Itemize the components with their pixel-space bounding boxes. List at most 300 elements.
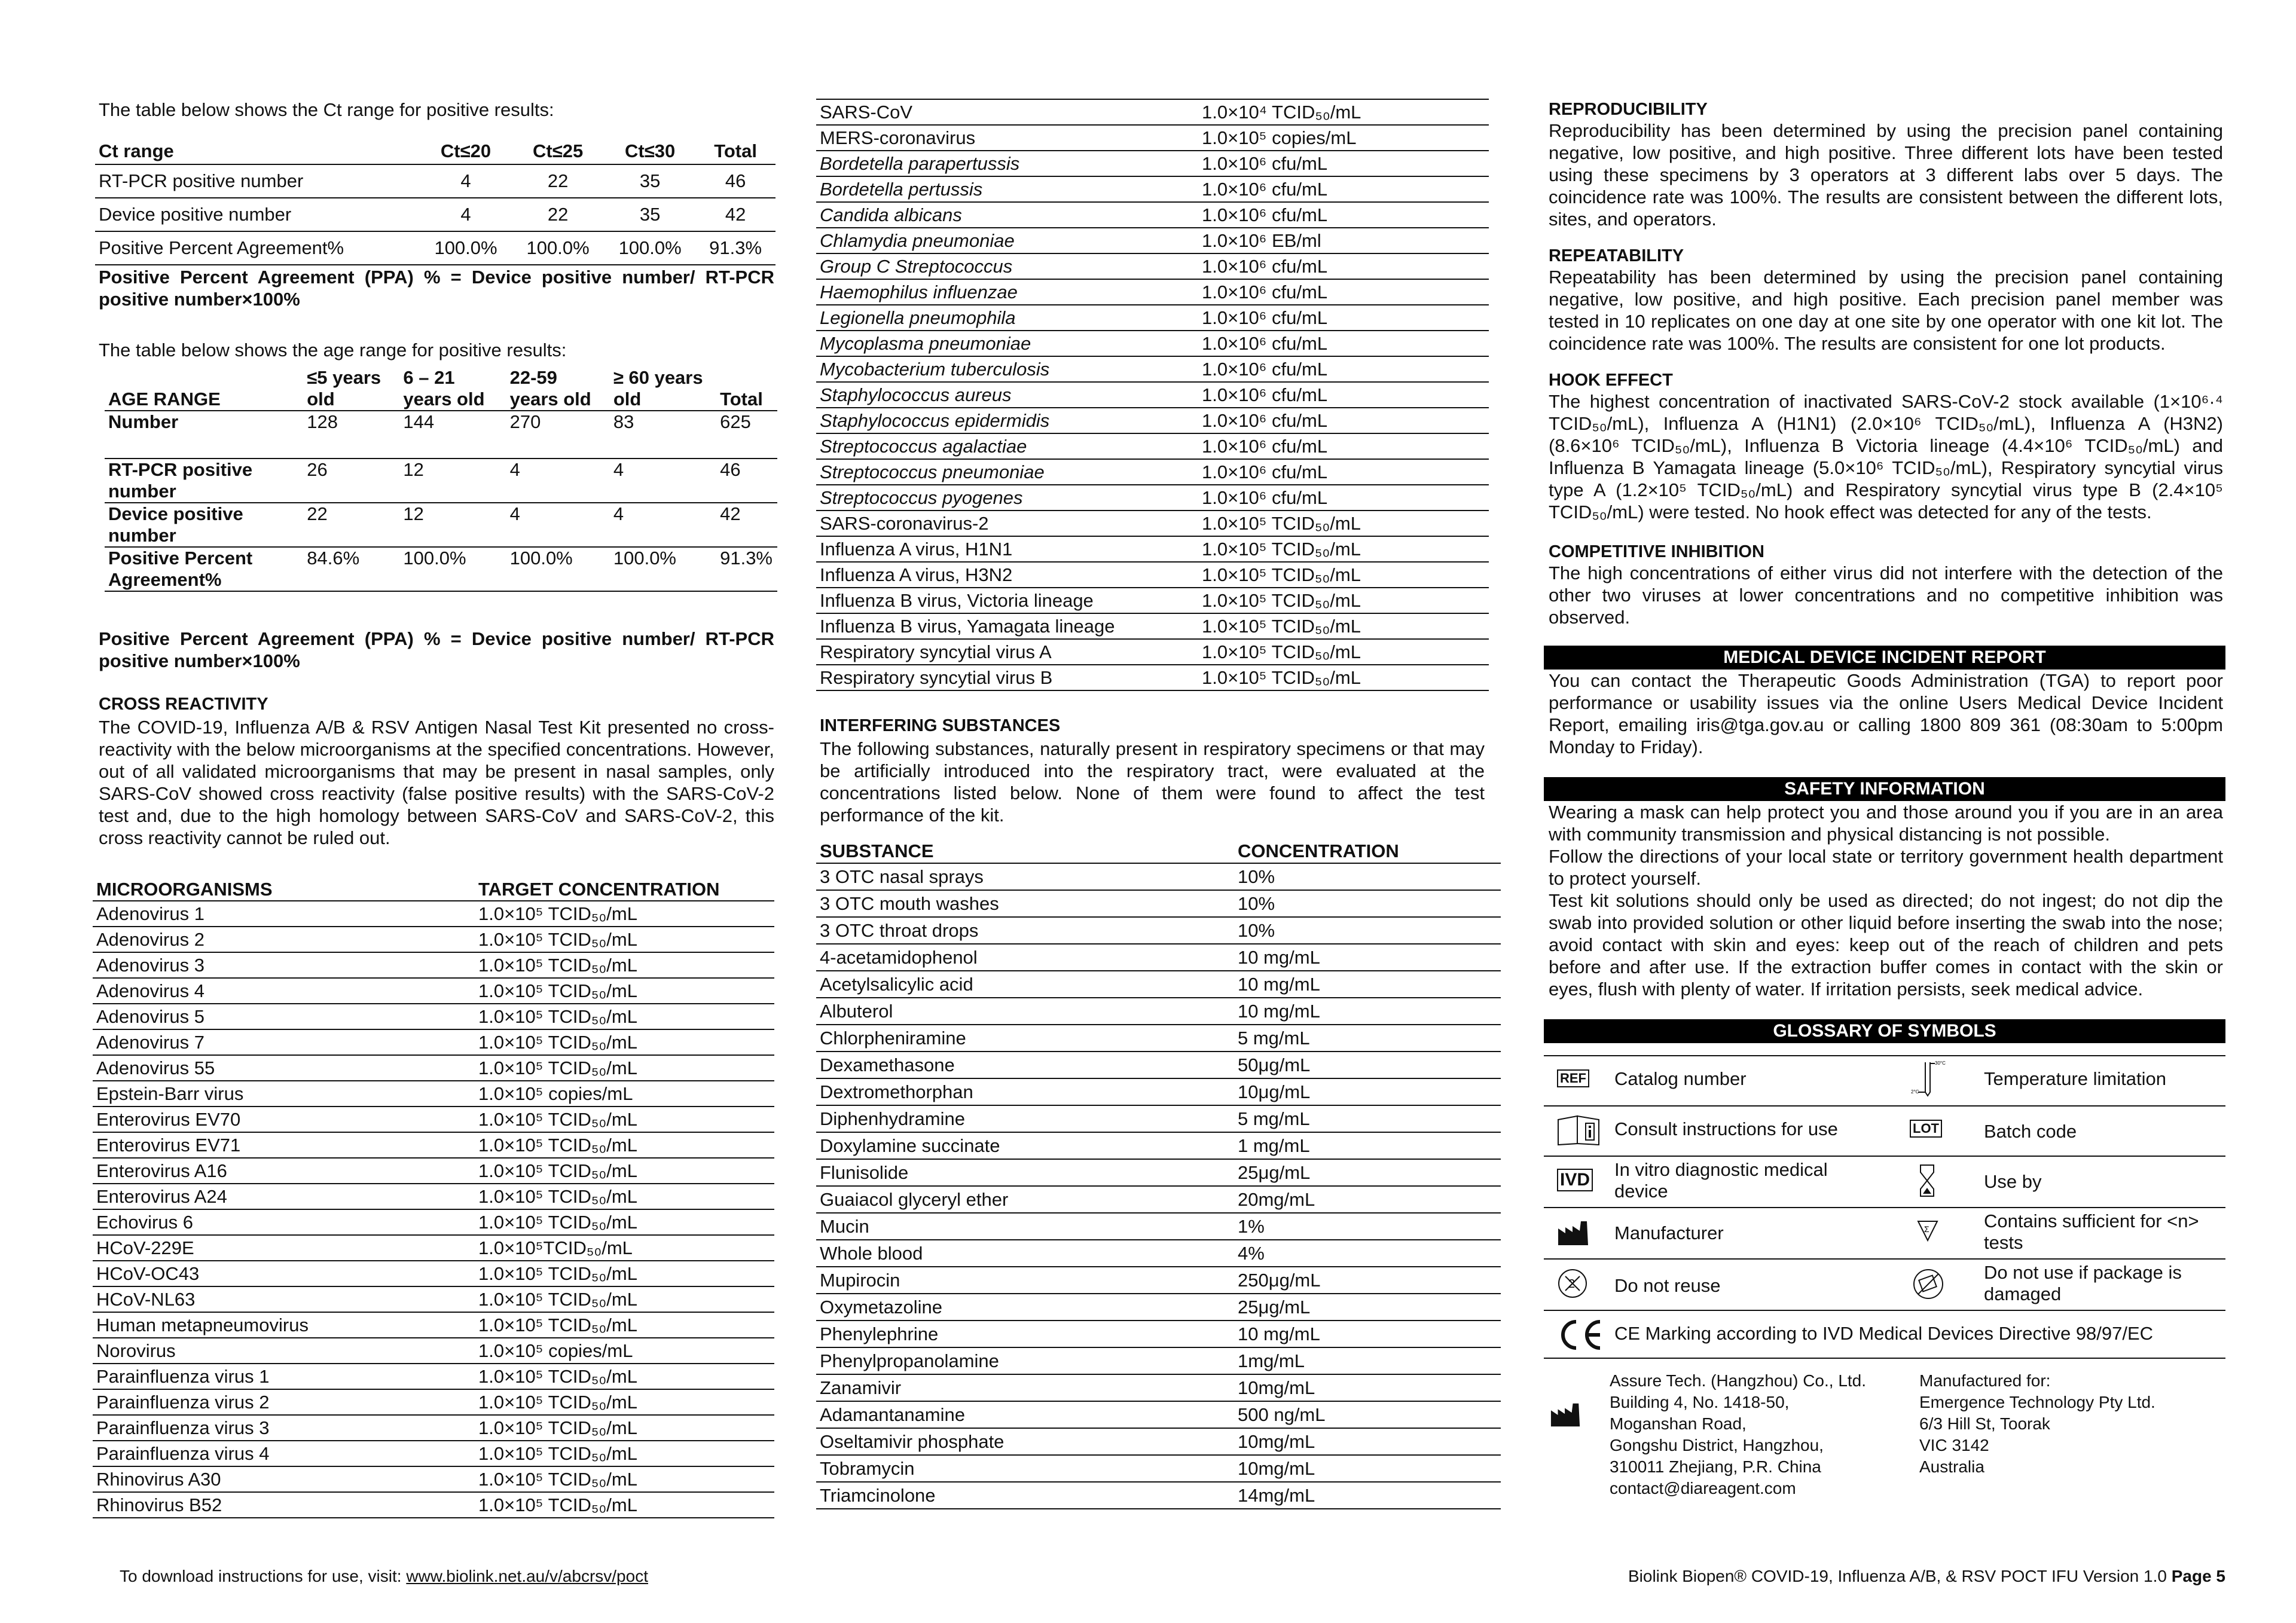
table-cell: 1.0×10⁵ TCID₅₀/mL: [478, 1315, 637, 1335]
table-cell: Enterovirus EV71: [96, 1135, 241, 1156]
table-cell: 1.0×10⁶ cfu/mL: [1202, 282, 1328, 302]
address-line: Emergence Technology Pty Ltd.: [1919, 1393, 2155, 1411]
thermo-low-label: 2°C: [1911, 1089, 1919, 1095]
safety-paragraph: Follow the directions of your local state or territory government health department to protect yourself.: [1549, 846, 2223, 889]
table-cell: 144: [403, 411, 435, 432]
table-cell: Mycobacterium tuberculosis: [820, 359, 1050, 380]
microorganisms-table-continued: [816, 99, 1489, 691]
table-cell: 100.0%: [403, 548, 466, 568]
table-cell: 1.0×10⁶ cfu/mL: [1202, 307, 1328, 328]
table-cell: 14mg/mL: [1238, 1485, 1315, 1506]
table-row: [95, 231, 775, 265]
table-row: [816, 279, 1489, 305]
repeatability-text: Repeatability has been determined by using the precision panel containing negative, low positive, and high positive. Each precision panel member was tested in 10 replicates on one day at one site by one operator with one kit lot. The coincidence rate was 100%. The results are consistent for one lot products.: [1549, 267, 2223, 354]
table-cell: 1.0×10⁵ TCID₅₀/mL: [478, 929, 637, 950]
table-cell: 10μg/mL: [1238, 1081, 1311, 1102]
table-row: [93, 1286, 774, 1312]
table-cell: Adenovirus 1: [96, 903, 204, 924]
manufacturer-address: [1610, 1370, 1915, 1499]
table-cell: 1.0×10⁵ copies/mL: [478, 1340, 633, 1361]
table-row: [816, 613, 1489, 639]
table-cell: Influenza A virus, H1N1: [820, 539, 1013, 560]
table-row: [93, 1184, 774, 1209]
repeatability-heading: REPEATABILITY: [1549, 246, 1684, 265]
table-cell: 100.0%: [434, 237, 497, 258]
table-row: [816, 1105, 1501, 1132]
table-row: [816, 536, 1489, 562]
glossary-row: [1544, 1107, 2225, 1157]
table-row: [95, 198, 775, 231]
table-cell: Enterovirus EV70: [96, 1109, 241, 1130]
table-cell: 10mg/mL: [1238, 1431, 1315, 1452]
table-header: Ct≤30: [625, 140, 676, 161]
table-row: [93, 978, 774, 1004]
ifu-download-link[interactable]: www.biolink.net.au/v/abcrsv/poct: [406, 1567, 648, 1585]
table-cell: 100.0%: [618, 237, 682, 258]
glossary-table: [1544, 1055, 2225, 1359]
table-cell: Group C Streptococcus: [820, 256, 1013, 277]
table-row: [93, 1235, 774, 1261]
table-cell: 10 mg/mL: [1238, 1324, 1320, 1344]
table-cell: 1.0×10⁵ copies/mL: [478, 1083, 633, 1104]
table-cell: 46: [720, 459, 741, 480]
table-row: [816, 1482, 1501, 1509]
table-cell: 500 ng/mL: [1238, 1404, 1326, 1425]
glossary-label: Batch code: [1984, 1121, 2077, 1142]
table-cell: Respiratory syncytial virus B: [820, 667, 1053, 688]
table-cell: 1.0×10⁵ copies/mL: [1202, 127, 1357, 148]
glossary-label: Manufacturer: [1614, 1222, 1724, 1243]
table-cell: Enterovirus A16: [96, 1160, 227, 1181]
glossary-heading: GLOSSARY OF SYMBOLS: [1544, 1019, 2225, 1043]
table-cell: 1.0×10⁵ TCID₅₀/mL: [478, 1186, 637, 1207]
table-row: [105, 411, 777, 459]
table-cell: 1.0×10⁶ cfu/mL: [1202, 461, 1328, 482]
table-cell: Staphylococcus aureus: [820, 384, 1012, 405]
table-cell: 3 OTC nasal sprays: [820, 866, 984, 887]
table-row: [816, 151, 1489, 176]
table-cell: 42: [720, 503, 741, 524]
table-row: [816, 998, 1501, 1025]
table-row: [93, 1441, 774, 1466]
table-row: [816, 356, 1489, 382]
table-row: [93, 1029, 774, 1055]
table-cell: Influenza B virus, Victoria lineage: [820, 590, 1094, 611]
table-cell: 1.0×10⁶ cfu/mL: [1202, 487, 1328, 508]
table-cell: 1.0×10⁵ TCID₅₀/mL: [478, 1006, 637, 1027]
table-cell: RT-PCR positive number: [99, 170, 304, 191]
table-cell: 1%: [1238, 1216, 1265, 1237]
table-cell: Legionella pneumophila: [820, 307, 1016, 328]
table-row: [816, 1374, 1501, 1401]
table-cell: Guaiacol glyceryl ether: [820, 1189, 1009, 1210]
table-row: [93, 1492, 774, 1518]
table-cell: Adamantanamine: [820, 1404, 965, 1425]
table-header: MICROORGANISMS: [96, 879, 273, 900]
microorganisms-table: [93, 879, 774, 1518]
glossary-label: Consult instructions for use: [1614, 1118, 1838, 1139]
ct-formula: Positive Percent Agreement (PPA) % = Device positive number/ RT-PCR positive number×100%: [99, 267, 774, 310]
table-cell: 1.0×10⁶ cfu/mL: [1202, 333, 1328, 354]
table-cell: Adenovirus 5: [96, 1006, 204, 1027]
manufactured-for-address: [1919, 1370, 2218, 1478]
table-cell: 5 mg/mL: [1238, 1108, 1310, 1129]
table-row: [93, 927, 774, 952]
hook-effect-heading: HOOK EFFECT: [1549, 371, 1673, 390]
table-cell: 1.0×10⁵ TCID₅₀/mL: [478, 1109, 637, 1130]
table-cell: Bordetella pertussis: [820, 179, 983, 200]
table-cell: Staphylococcus epidermidis: [820, 410, 1050, 431]
footer-document-title: Biolink Biopen® COVID-19, Influenza A/B, & RSV POCT IFU Version 1.0: [1628, 1567, 2167, 1585]
table-cell: Influenza B virus, Yamagata lineage: [820, 616, 1115, 637]
table-cell: 1 mg/mL: [1238, 1135, 1310, 1156]
table-cell: 100.0%: [526, 237, 590, 258]
table-row: [105, 503, 777, 547]
table-cell: Mupirocin: [820, 1270, 900, 1291]
table-cell: Influenza A virus, H3N2: [820, 564, 1013, 585]
table-cell: 22: [307, 503, 328, 524]
svg-text:2: 2: [1568, 1277, 1576, 1291]
table-cell: Human metapneumovirus: [96, 1315, 309, 1335]
table-header: ≤5 years old: [307, 367, 381, 409]
table-cell: 1.0×10⁵ TCID₅₀/mL: [478, 1469, 637, 1490]
table-cell: 1.0×10⁶ cfu/mL: [1202, 384, 1328, 405]
table-cell: 1mg/mL: [1238, 1350, 1305, 1371]
table-cell: Mucin: [820, 1216, 869, 1237]
table-cell: 1.0×10⁵ TCID₅₀/mL: [478, 955, 637, 976]
table-cell: 4: [613, 459, 624, 480]
age-intro: The table below shows the age range for positive results:: [99, 340, 567, 360]
table-row: [93, 1209, 774, 1235]
table-cell: Adenovirus 3: [96, 955, 204, 976]
reproducibility-heading: REPRODUCIBILITY: [1549, 100, 1708, 119]
table-cell: Tobramycin: [820, 1458, 915, 1479]
table-cell: Streptococcus pyogenes: [820, 487, 1023, 508]
interfering-substances-text: The following substances, naturally present in respiratory specimens or that may be artificially introduced into the respiratory tract, were evaluated at the concentrations listed below. None of them were found to affect the test performance of the kit.: [820, 738, 1485, 826]
table-row: [93, 1261, 774, 1286]
table-row: [816, 665, 1489, 690]
table-row: [816, 1321, 1501, 1347]
table-row: [816, 1186, 1501, 1213]
table-row: [816, 917, 1501, 944]
table-row: [816, 176, 1489, 202]
svg-text:Σ: Σ: [1924, 1224, 1929, 1234]
table-cell: Diphenhydramine: [820, 1108, 965, 1129]
address-line: contact@diareagent.com: [1610, 1479, 1796, 1497]
table-row: [816, 863, 1501, 890]
table-row: [816, 1428, 1501, 1455]
table-cell: 100.0%: [509, 548, 573, 568]
table-row: [816, 331, 1489, 356]
table-header: Ct≤20: [440, 140, 491, 161]
ref-icon: REF: [1557, 1069, 1589, 1087]
table-cell: 25μg/mL: [1238, 1297, 1311, 1318]
table-header: SUBSTANCE: [820, 840, 934, 861]
glossary-row: [1544, 1208, 2225, 1260]
ce-marking-label: CE Marking according to IVD Medical Devices Directive 98/97/EC: [1614, 1323, 2154, 1344]
lot-icon: LOT: [1910, 1120, 1942, 1138]
reproducibility-text: Reproducibility has been determined by using the precision panel containing negative, low positive, and high positive. Three different lots have been tested using these specimens by 3 operators at 3 different labs over 5 days. The coincidence rate was 100%. The results are consistent between the different lots, sites, and operators.: [1549, 120, 2223, 230]
table-header-row: [95, 139, 775, 164]
table-cell: Flunisolide: [820, 1162, 909, 1183]
page-number: Page 5: [2171, 1567, 2225, 1585]
ct-intro: The table below shows the Ct range for positive results:: [99, 99, 554, 120]
table-row: [816, 485, 1489, 511]
ct-range-table: [95, 139, 775, 265]
table-row: [816, 459, 1489, 485]
table-row: [93, 1338, 774, 1364]
safety-paragraph: Wearing a mask can help protect you and those around you if you are in an area with community transmission and physical distancing is not possible.: [1549, 802, 2223, 845]
age-formula: Positive Percent Agreement (PPA) % = Device positive number/ RT-PCR positive number×100%: [99, 628, 774, 671]
glossary-label: Do not use if package is damaged: [1984, 1262, 2182, 1304]
table-header: Ct≤25: [532, 140, 584, 161]
table-row: [105, 547, 777, 591]
address-line: 6/3 Hill St, Toorak: [1919, 1414, 2050, 1433]
table-cell: Doxylamine succinate: [820, 1135, 1000, 1156]
table-row: [93, 1107, 774, 1132]
table-cell: 4: [460, 170, 471, 191]
table-row: [816, 588, 1489, 613]
table-row: [816, 944, 1501, 971]
address-line: Australia: [1919, 1457, 1984, 1476]
table-cell: Chlamydia pneumoniae: [820, 230, 1015, 251]
safety-information-body: [1549, 801, 2223, 1000]
table-cell: 12: [403, 459, 424, 480]
glossary-row: [1544, 1260, 2225, 1311]
cross-reactivity-text: The COVID-19, Influenza A/B & RSV Antigen Nasal Test Kit presented no cross-reactivity with the below microorganisms at the specified concentrations. However, out of all validated microorganisms that may be present in nasal samples, only SARS-CoV showed cross reactivity (false positive results) with the SARS-CoV-2 test and, due to the high homology between SARS-CoV and SARS-CoV-2, this cross reactivity cannot be ruled out.: [99, 717, 774, 848]
interfering-substances-heading: INTERFERING SUBSTANCES: [820, 716, 1061, 735]
table-cell: 22: [547, 170, 569, 191]
table-cell: 1.0×10⁵ TCID₅₀/mL: [1202, 641, 1361, 662]
table-cell: 4: [509, 503, 520, 524]
manufacturer-icon: [1557, 1220, 1590, 1246]
table-cell: 4: [613, 503, 624, 524]
glossary-row: [1544, 1157, 2225, 1208]
table-row: [816, 511, 1489, 536]
table-row: [816, 99, 1489, 125]
table-cell: 12: [403, 503, 424, 524]
table-cell: Albuterol: [820, 1001, 893, 1022]
sufficient-tests-icon: [1915, 1218, 1941, 1244]
table-cell: Streptococcus agalactiae: [820, 436, 1027, 457]
table-cell: MERS-coronavirus: [820, 127, 976, 148]
table-cell: 1.0×10⁵ TCID₅₀/mL: [478, 1032, 637, 1053]
table-cell: Positive Percent Agreement%: [108, 548, 253, 590]
table-cell: 20mg/mL: [1238, 1189, 1315, 1210]
table-row: [93, 952, 774, 978]
table-cell: Adenovirus 4: [96, 980, 204, 1001]
table-cell: Parainfluenza virus 4: [96, 1443, 270, 1464]
table-cell: Bordetella parapertussis: [820, 153, 1020, 174]
table-cell: Mycoplasma pneumoniae: [820, 333, 1031, 354]
table-cell: 4: [460, 204, 471, 225]
table-cell: Adenovirus 55: [96, 1057, 215, 1078]
table-row: [816, 1159, 1501, 1186]
table-cell: Adenovirus 7: [96, 1032, 204, 1053]
ivd-icon: IVD: [1557, 1169, 1593, 1191]
table-cell: 1.0×10⁵ TCID₅₀/mL: [478, 1160, 637, 1181]
table-row: [816, 1455, 1501, 1482]
table-cell: 10 mg/mL: [1238, 974, 1320, 995]
table-cell: 1.0×10⁵ TCID₅₀/mL: [478, 1263, 637, 1284]
table-row: [816, 1294, 1501, 1321]
table-cell: 270: [509, 411, 541, 432]
table-header: CONCENTRATION: [1238, 840, 1399, 861]
table-row: [816, 1240, 1501, 1267]
address-line: Building 4, No. 1418-50,: [1610, 1393, 1790, 1411]
table-row: [816, 228, 1489, 253]
table-row: [816, 408, 1489, 433]
table-header-row: [816, 840, 1501, 863]
table-row: [816, 1078, 1501, 1105]
table-cell: 250μg/mL: [1238, 1270, 1321, 1291]
safety-information-heading: SAFETY INFORMATION: [1544, 777, 2225, 801]
table-row: [816, 433, 1489, 459]
damaged-package-icon: [1912, 1268, 1944, 1300]
table-cell: HCoV-OC43: [96, 1263, 200, 1284]
table-row: [816, 305, 1489, 331]
table-cell: 1.0×10⁵ TCID₅₀/mL: [1202, 564, 1361, 585]
table-cell: 1.0×10⁶ EB/ml: [1202, 230, 1321, 251]
competitive-inhibition-heading: COMPETITIVE INHIBITION: [1549, 542, 1764, 561]
glossary-label: Contains sufficient for <n> tests: [1984, 1211, 2199, 1253]
footer-left: [120, 1566, 648, 1587]
table-header: Ct range: [99, 140, 174, 161]
table-header: TARGET CONCENTRATION: [478, 879, 720, 900]
table-cell: Triamcinolone: [820, 1485, 936, 1506]
table-cell: 625: [720, 411, 751, 432]
glossary-label: Use by: [1984, 1171, 2042, 1192]
table-header: ≥ 60 years old: [613, 367, 703, 409]
table-cell: SARS-CoV: [820, 102, 913, 123]
glossary-label: In vitro diagnostic medical device: [1614, 1159, 1828, 1202]
table-cell: 1.0×10⁶ cfu/mL: [1202, 436, 1328, 457]
table-row: [93, 1055, 774, 1081]
table-cell: 1.0×10⁵ TCID₅₀/mL: [1202, 667, 1361, 688]
table-row: [816, 202, 1489, 228]
table-cell: 1.0×10⁵ TCID₅₀/mL: [478, 1443, 637, 1464]
table-cell: 1.0×10⁵ TCID₅₀/mL: [478, 903, 637, 924]
table-cell: Parainfluenza virus 2: [96, 1392, 270, 1413]
table-cell: 50μg/mL: [1238, 1055, 1311, 1075]
cross-reactivity-heading: CROSS REACTIVITY: [99, 695, 268, 714]
footer-right: [1628, 1566, 2225, 1587]
table-cell: 1.0×10⁵ TCID₅₀/mL: [478, 1135, 637, 1156]
table-cell: 1.0×10⁵ TCID₅₀/mL: [1202, 513, 1361, 534]
manufacturer-icon: [1550, 1402, 1582, 1428]
table-cell: 1.0×10⁶ cfu/mL: [1202, 179, 1328, 200]
incident-report-text: You can contact the Therapeutic Goods Administration (TGA) to report poor performance or usability issues via the online Users Medical Device Incident Report, emailing iris@tga.gov.au or calling 1800 809 361 (08:30am to 5:00pm Monday to Friday).: [1549, 670, 2223, 757]
table-cell: Number: [108, 411, 179, 432]
competitive-inhibition-text: The high concentrations of either virus did not interfere with the detection of the other two viruses at lower concentrations and no competitive inhibition was observed.: [1549, 563, 2223, 628]
table-cell: 1.0×10⁵ TCID₅₀/mL: [478, 980, 637, 1001]
table-cell: Chlorpheniramine: [820, 1028, 966, 1049]
table-cell: 10%: [1238, 866, 1275, 887]
address-line: Moganshan Road,: [1610, 1414, 1747, 1433]
table-row: [816, 1347, 1501, 1374]
table-cell: 26: [307, 459, 328, 480]
table-cell: 91.3%: [709, 237, 762, 258]
consult-ifu-icon: [1557, 1115, 1600, 1146]
table-cell: Enterovirus A24: [96, 1186, 227, 1207]
table-cell: Streptococcus pneumoniae: [820, 461, 1045, 482]
table-cell: 1.0×10⁵ TCID₅₀/mL: [478, 1494, 637, 1515]
table-row: [93, 1364, 774, 1389]
table-row: [816, 890, 1501, 917]
table-row: [816, 382, 1489, 408]
table-cell: Epstein-Barr virus: [96, 1083, 244, 1104]
glossary-label: Temperature limitation: [1984, 1068, 2166, 1089]
hook-effect-text: The highest concentration of inactivated SARS-CoV-2 stock available (1×10⁶·⁴ TCID₅₀/mL), Influenza A (H1N1) (2.0×10⁶ TCID₅₀/mL), Influenza A (H3N2) (8.6×10⁶ TCID₅₀/mL), Influenza B Victoria lineage (4.4×10⁶ TCID₅₀/mL) and Influenza B Yamagata lineage (5.0×10⁶ TCID₅₀/mL), Respiratory syncytial virus type A (1.2×10⁵ TCID₅₀/mL) and Respiratory syncytial virus type B (2.4×10⁵ TCID₅₀/mL) were tested. No hook effect was detected for any of the tests.: [1549, 391, 2223, 522]
table-row: [93, 1004, 774, 1029]
table-header-row: [93, 879, 774, 901]
substances-table: [816, 840, 1501, 1509]
table-cell: 10%: [1238, 893, 1275, 914]
table-cell: Respiratory syncytial virus A: [820, 641, 1052, 662]
table-cell: Haemophilus influenzae: [820, 282, 1018, 302]
table-cell: 84.6%: [307, 548, 360, 568]
glossary-label: Do not reuse: [1614, 1275, 1721, 1296]
table-row: [93, 1466, 774, 1492]
table-cell: 83: [613, 411, 634, 432]
table-cell: Norovirus: [96, 1340, 176, 1361]
glossary-row: [1544, 1055, 2225, 1107]
address-line: Gongshu District, Hangzhou,: [1610, 1436, 1824, 1454]
table-cell: Device positive number: [99, 204, 292, 225]
table-cell: Adenovirus 2: [96, 929, 204, 950]
table-cell: Oseltamivir phosphate: [820, 1431, 1004, 1452]
do-not-reuse-icon: [1557, 1268, 1588, 1299]
table-row: [816, 253, 1489, 279]
table-cell: 10 mg/mL: [1238, 947, 1320, 968]
table-cell: Device positive number: [108, 503, 243, 546]
table-row: [816, 1213, 1501, 1240]
table-cell: Echovirus 6: [96, 1212, 193, 1233]
thermo-high-label: 30°C: [1935, 1060, 1946, 1066]
table-cell: 1.0×10⁶ cfu/mL: [1202, 410, 1328, 431]
table-row: [93, 1415, 774, 1441]
hourglass-icon: [1918, 1164, 1936, 1197]
table-row: [816, 1025, 1501, 1052]
table-cell: 1.0×10⁶ cfu/mL: [1202, 359, 1328, 380]
table-cell: 5 mg/mL: [1238, 1028, 1310, 1049]
table-cell: 3 OTC mouth washes: [820, 893, 999, 914]
table-row: [93, 1389, 774, 1415]
address-line: Manufactured for:: [1919, 1371, 2051, 1390]
table-row: [816, 971, 1501, 998]
table-cell: 1.0×10⁵ TCID₅₀/mL: [1202, 590, 1361, 611]
table-header-row: [105, 367, 777, 411]
address-line: VIC 3142: [1919, 1436, 1989, 1454]
table-cell: 46: [725, 170, 746, 191]
table-cell: 35: [639, 204, 661, 225]
table-header: 6 – 21 years old: [403, 367, 485, 409]
table-cell: 1.0×10⁶ cfu/mL: [1202, 153, 1328, 174]
table-cell: 42: [725, 204, 746, 225]
table-cell: 10mg/mL: [1238, 1377, 1315, 1398]
table-cell: 1.0×10⁶ cfu/mL: [1202, 256, 1328, 277]
ce-mark-icon: [1557, 1319, 1604, 1350]
table-cell: 91.3%: [720, 548, 773, 568]
table-cell: Parainfluenza virus 1: [96, 1366, 270, 1387]
table-row: [816, 1052, 1501, 1078]
table-cell: 1.0×10⁵ TCID₅₀/mL: [1202, 616, 1361, 637]
table-cell: 128: [307, 411, 338, 432]
table-cell: HCoV-229E: [96, 1237, 194, 1258]
table-row: [816, 1132, 1501, 1159]
address-line: Assure Tech. (Hangzhou) Co., Ltd.: [1610, 1371, 1867, 1390]
table-row: [816, 562, 1489, 588]
